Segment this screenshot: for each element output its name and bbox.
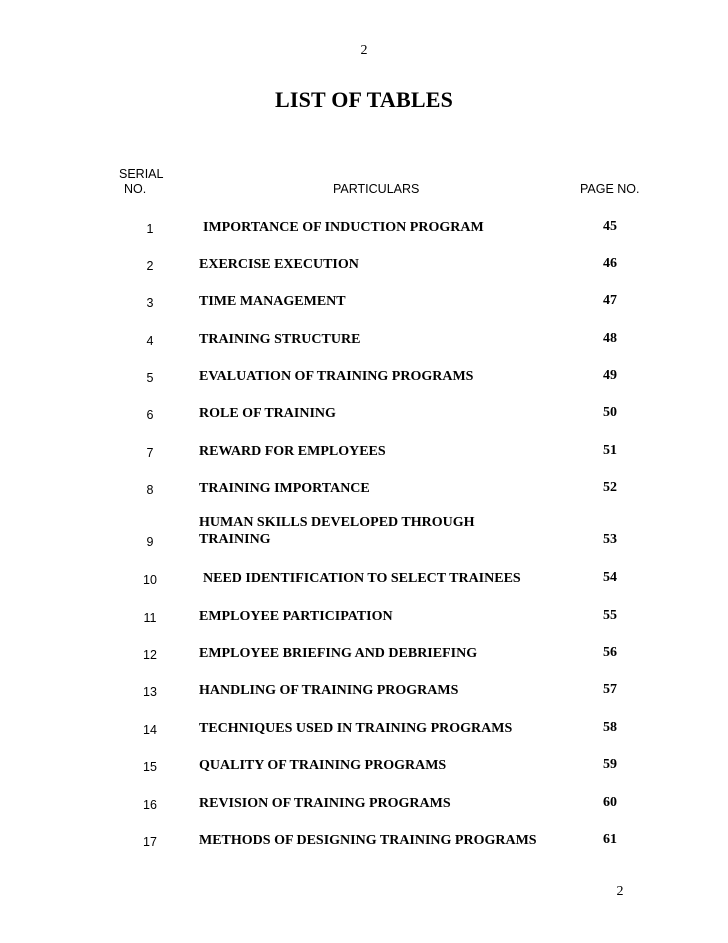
row-4-particulars: TRAINING STRUCTURE [199, 332, 361, 347]
row-14-page: 58 [603, 720, 617, 735]
row-15-particulars: QUALITY OF TRAINING PROGRAMS [199, 758, 447, 773]
row-15-serial: 15 [143, 760, 157, 774]
row-10-serial: 10 [143, 573, 157, 587]
row-2-page: 46 [603, 256, 617, 271]
row-7-serial: 7 [146, 446, 154, 460]
row-3-page: 47 [603, 293, 617, 308]
row-16-particulars: REVISION OF TRAINING PROGRAMS [199, 796, 451, 811]
row-8-particulars: TRAINING IMPORTANCE [199, 481, 370, 496]
row-12-serial: 12 [143, 648, 157, 662]
row-17-particulars: METHODS OF DESIGNING TRAINING PROGRAMS [199, 833, 537, 848]
row-2-particulars: EXERCISE EXECUTION [199, 257, 359, 272]
row-8-serial: 8 [146, 483, 154, 497]
row-1-serial: 1 [146, 222, 154, 236]
row-9-particulars-line2: TRAINING [199, 532, 271, 547]
row-5-serial: 5 [146, 371, 154, 385]
row-6-serial: 6 [146, 408, 154, 422]
row-16-serial: 16 [143, 798, 157, 812]
row-1-page: 45 [603, 219, 617, 234]
row-9-particulars-line1: HUMAN SKILLS DEVELOPED THROUGH [199, 515, 475, 530]
page-title: LIST OF TABLES [274, 87, 454, 112]
row-10-particulars: NEED IDENTIFICATION TO SELECT TRAINEES [203, 571, 521, 586]
row-10-page: 54 [603, 570, 617, 585]
row-15-page: 59 [603, 757, 617, 772]
row-14-serial: 14 [143, 723, 157, 737]
row-11-serial: 11 [143, 611, 157, 625]
row-16-page: 60 [603, 795, 617, 810]
row-4-page: 48 [603, 331, 617, 346]
row-12-page: 56 [603, 645, 617, 660]
row-5-particulars: EVALUATION OF TRAINING PROGRAMS [199, 369, 474, 384]
row-5-page: 49 [603, 368, 617, 383]
row-13-particulars: HANDLING OF TRAINING PROGRAMS [199, 683, 459, 698]
row-17-serial: 17 [143, 835, 157, 849]
row-11-page: 55 [603, 608, 617, 623]
header-page-no: PAGE NO. [580, 182, 640, 196]
row-17-page: 61 [603, 832, 617, 847]
row-6-particulars: ROLE OF TRAINING [199, 406, 336, 421]
row-3-particulars: TIME MANAGEMENT [199, 294, 346, 309]
row-8-page: 52 [603, 480, 617, 495]
row-9-serial: 9 [146, 535, 154, 549]
header-serial-line2: NO. [124, 182, 147, 196]
row-13-page: 57 [603, 682, 617, 697]
row-1-particulars: IMPORTANCE OF INDUCTION PROGRAM [203, 220, 484, 235]
row-7-particulars: REWARD FOR EMPLOYEES [199, 444, 386, 459]
row-12-particulars: EMPLOYEE BRIEFING AND DEBRIEFING [199, 646, 478, 661]
header-serial-line1: SERIAL [119, 167, 164, 181]
row-7-page: 51 [603, 443, 617, 458]
row-6-page: 50 [603, 405, 617, 420]
page-number-top: 2 [360, 43, 368, 58]
row-2-serial: 2 [146, 259, 154, 273]
row-4-serial: 4 [146, 334, 154, 348]
row-13-serial: 13 [143, 685, 157, 699]
page-number-bottom: 2 [616, 884, 624, 899]
row-9-page: 53 [603, 532, 617, 547]
row-3-serial: 3 [146, 296, 154, 310]
row-14-particulars: TECHNIQUES USED IN TRAINING PROGRAMS [199, 721, 513, 736]
header-particulars: PARTICULARS [333, 182, 420, 196]
row-11-particulars: EMPLOYEE PARTICIPATION [199, 609, 393, 624]
